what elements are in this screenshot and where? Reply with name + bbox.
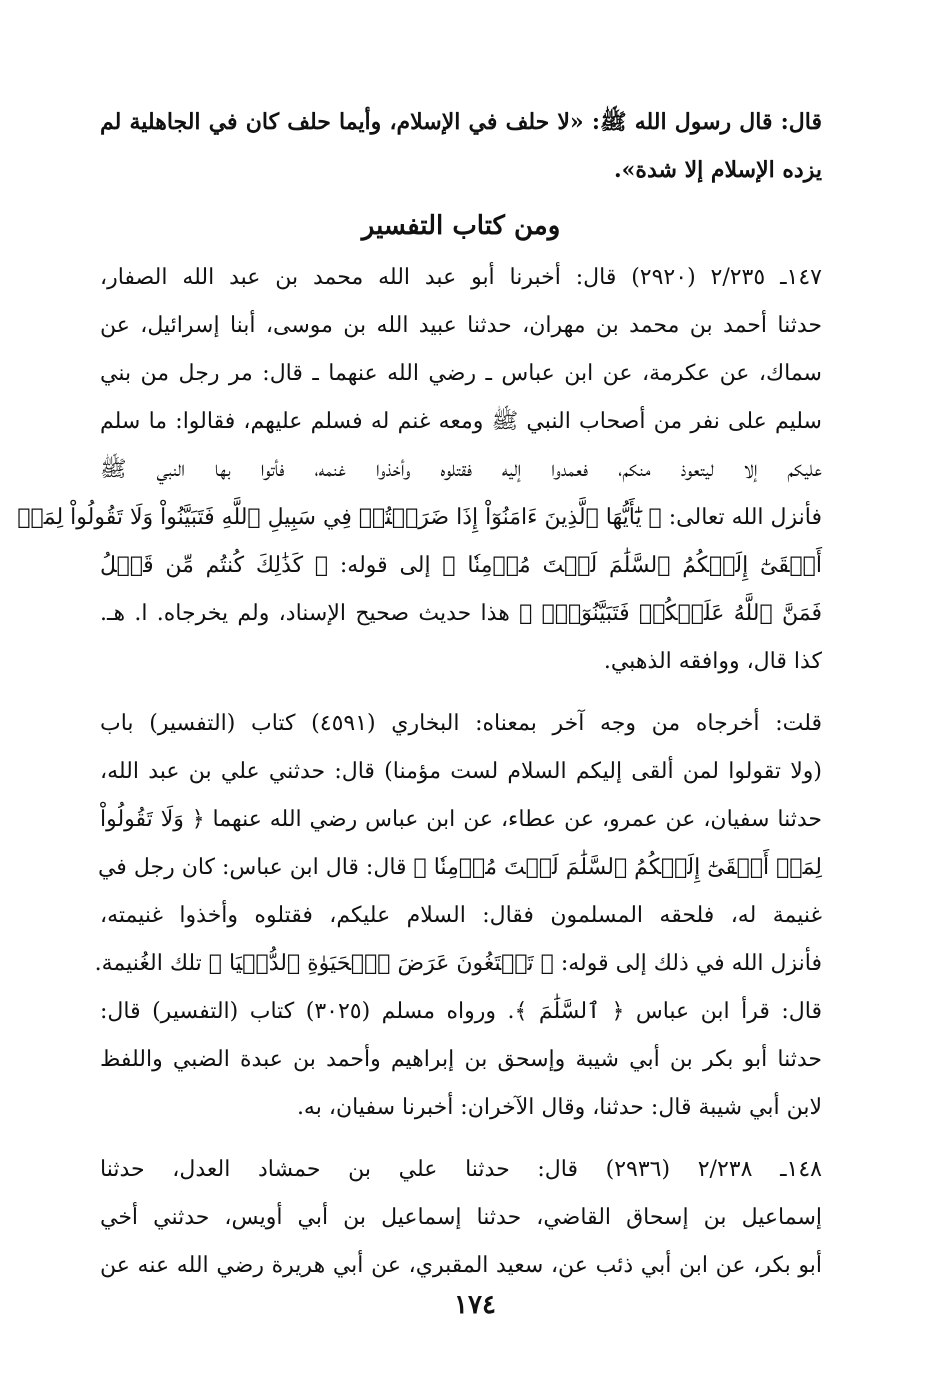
paragraph-gap	[100, 696, 822, 710]
section-heading: ومن كتاب التفسير	[361, 211, 561, 241]
text-line: غنيمة له، فلحقه المسلمون فقال: السلام عليكم، فقتلوه وأخذوا غنيمته،	[100, 903, 822, 928]
quran-verse-line: لِمَنۡ أَلۡقَىٰٓ إِلَيۡكُمُ ٱلسَّلَٰمَ لَسۡتَ مُؤۡمِنٗا ﴾ قال: قال ابن عباس: كان رجل في	[97, 855, 822, 880]
text-line: عليكم إلا ليتعوذ منكم، فعمدوا إليه فقتلوه وأخذوا غنمه، فأتوا بها النبي ﷺ	[100, 457, 822, 482]
intro-paragraph	[100, 108, 822, 204]
text-line: حدثنا أبو بكر بن أبي شيبة وإسحق بن إبراهيم وأحمد بن عبدة الضبي واللفظ	[100, 1047, 822, 1072]
text-line: يزده الإسلام إلا شدة».	[614, 157, 822, 183]
text-line: ١٤٨ـ ٢/٢٣٨ (٢٩٣٦) قال: حدثنا علي بن حمشاد العدل، حدثنا	[100, 1157, 822, 1182]
text-line: (ولا تقولوا لمن ألقى إليكم السلام لست مؤمنا) قال: حدثني علي بن عبد الله،	[100, 759, 822, 784]
qult-paragraph	[94, 710, 823, 1142]
quran-verse-line: فَمَنَّ ٱللَّهُ عَلَيۡكُمۡ فَتَبَيَّنُوٓاْۚ ﴾ هذا حديث صحيح الإسناد، ولم يخرجاه. ا. هـ.	[100, 601, 822, 626]
text-line: حدثنا أحمد بن محمد بن مهران، حدثنا عبيد الله بن موسى، أبنا إسرائيل، عن	[100, 313, 822, 338]
text-line: كذا قال، ووافقه الذهبي.	[603, 649, 822, 674]
text-line: سماك، عن عكرمة، عن ابن عباس ـ رضي الله عنهما ـ قال: مر رجل من بني	[100, 361, 822, 386]
hadith-148-paragraph	[100, 1156, 822, 1300]
text-line: قال: قال رسول الله ﷺ: «لا حلف في الإسلام، وأيما حلف كان في الجاهلية لم	[100, 109, 822, 135]
text-line: ١٤٧ـ ٢/٢٣٥ (٢٩٢٠) قال: أخبرنا أبو عبد الله محمد بن عبد الله الصفار،	[100, 265, 822, 290]
text-line: قال: قرأ ابن عباس ﴿ ٱلسَّلَٰمَ ﴾. ورواه مسلم (٣٠٢٥) كتاب (التفسير) قال:	[100, 999, 823, 1024]
page-body	[17, 108, 823, 1300]
hadith-147-paragraph	[17, 264, 822, 696]
quran-verse-line: فأنزل الله في ذلك إلى قوله: ﴿ تَبۡتَغُونَ عَرَضَ ٱلۡحَيَوٰةِ ٱلدُّنۡيَا ﴾ تلك الغُنيمة.	[94, 951, 822, 976]
quran-verse-line: حدثنا سفيان، عن عمرو، عن عطاء، عن ابن عباس رضي الله عنهما ﴿ وَلَا تَقُولُواْ	[100, 807, 822, 832]
text-line: لابن أبي شيبة قال: حدثنا، وقال الآخران: أخبرنا سفيان، به.	[296, 1095, 822, 1120]
text-line: سليم على نفر من أصحاب النبي ﷺ ومعه غنم له فسلم عليهم، فقالوا: ما سلم	[100, 409, 822, 434]
text-line: إسماعيل بن إسحاق القاضي، حدثنا إسماعيل بن أبي أويس، حدثني أخي	[100, 1205, 822, 1230]
paragraph-gap	[100, 1142, 822, 1156]
quran-verse-line: أَلۡقَىٰٓ إِلَيۡكُمُ ٱلسَّلَٰمَ لَسۡتَ مُؤۡمِنٗا ﴾ إلى قوله: ﴿ كَذَٰلِكَ كُنتُم مِّن قَبۡلُ	[100, 553, 822, 578]
page-number: ١٧٤	[454, 1290, 496, 1320]
quran-verse-line: فأنزل الله تعالى: ﴿ يَٰٓأَيُّهَا ٱلَّذِينَ ءَامَنُوٓاْ إِذَا ضَرَبۡتُمۡ فِي سَبِيلِ ٱللَّهِ فَتَبَيَّنُواْ وَلَا تَقُولُواْ لِمَنۡ	[17, 505, 822, 530]
text-line: قلت: أخرجاه من وجه آخر بمعناه: البخاري (٤٥٩١) كتاب (التفسير) باب	[100, 711, 823, 736]
text-line: أبو بكر، عن ابن أبي ذئب عن، سعيد المقبري، عن أبي هريرة رضي الله عنه عن	[100, 1253, 822, 1278]
